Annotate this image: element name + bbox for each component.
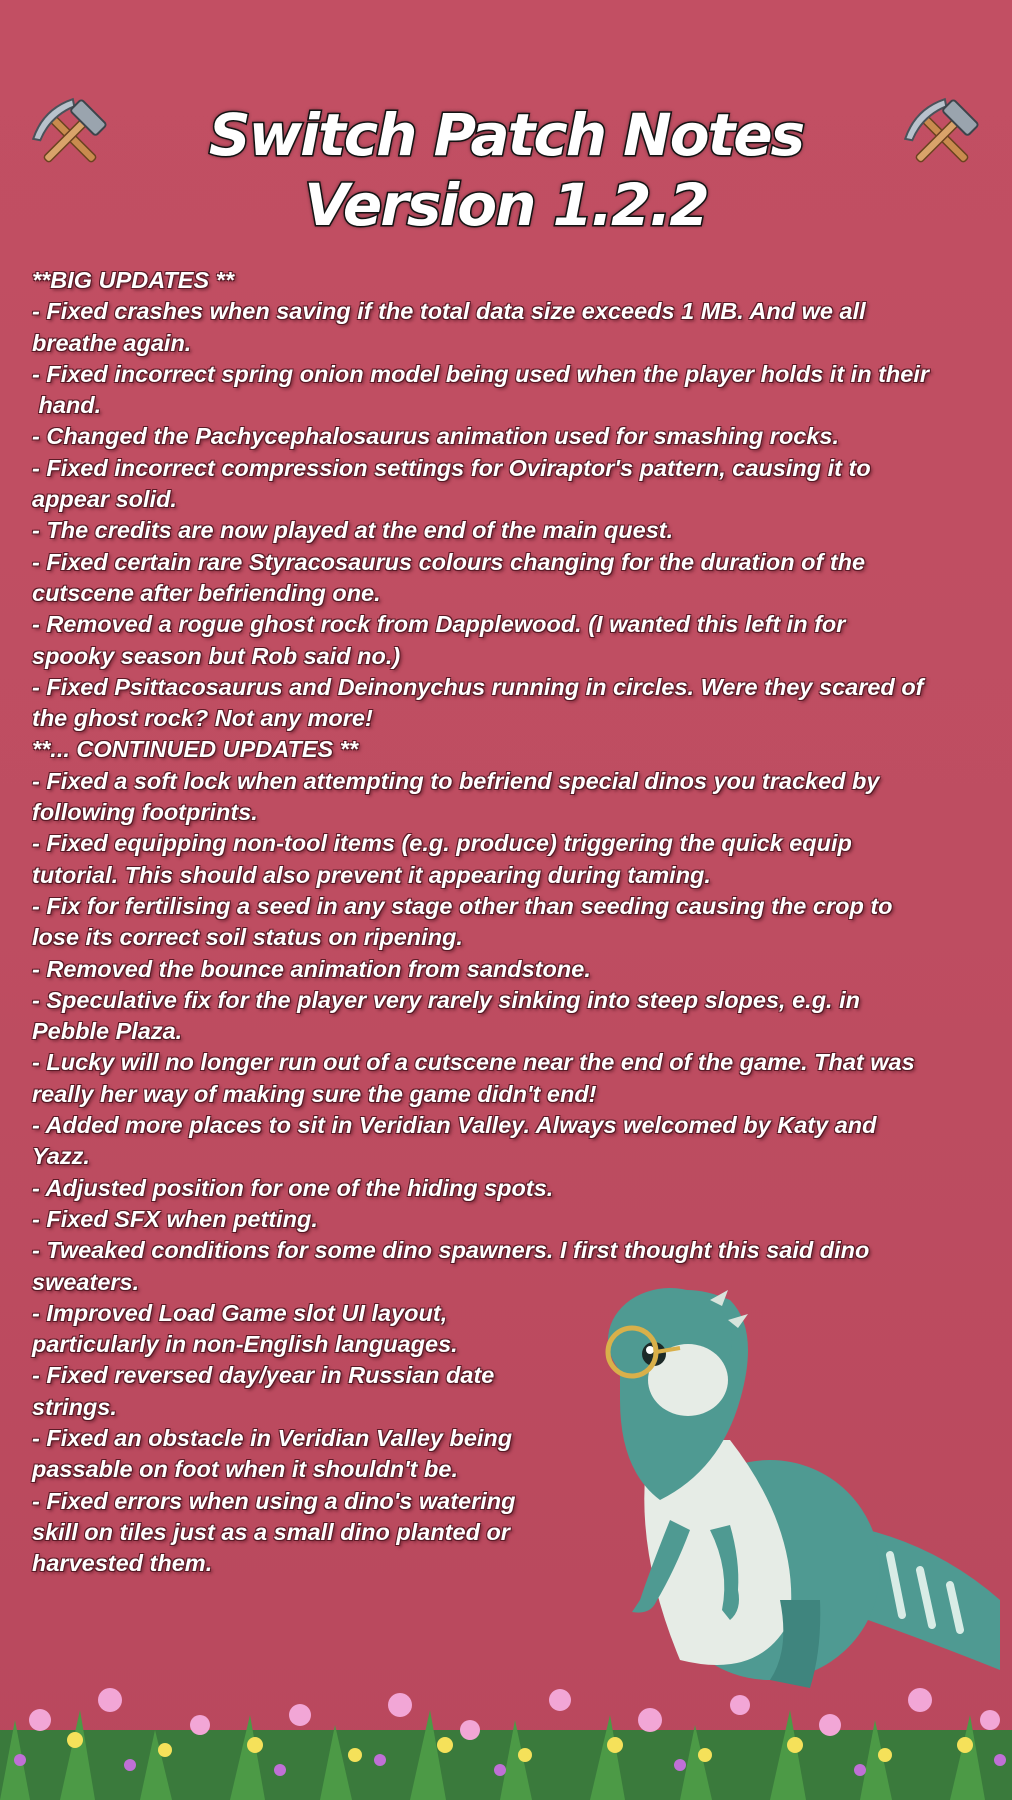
section-heading: **... CONTINUED UPDATES ** bbox=[32, 736, 358, 763]
note-line: Yazz. bbox=[32, 1143, 90, 1170]
dinosaur-illustration bbox=[560, 1270, 1000, 1690]
hammer-and-pick-icon bbox=[900, 94, 984, 178]
note-line: - Removed a rogue ghost rock from Dapplewood. (I wanted this left in for bbox=[32, 611, 846, 638]
note-line: harvested them. bbox=[32, 1550, 213, 1577]
note-line: breathe again. bbox=[32, 329, 192, 356]
note-line: Pebble Plaza. bbox=[32, 1018, 183, 1045]
note-line: strings. bbox=[32, 1393, 117, 1420]
note-line: - The credits are now played at the end of the main quest. bbox=[32, 517, 674, 544]
flower-border bbox=[0, 1660, 1012, 1800]
note-line: - Tweaked conditions for some dino spawners. I first thought this said dino bbox=[32, 1237, 870, 1264]
note-line: particularly in non-English languages. bbox=[32, 1331, 458, 1358]
note-line: skill on tiles just as a small dino planted or bbox=[32, 1518, 510, 1545]
note-line: - Fixed SFX when petting. bbox=[32, 1205, 318, 1232]
note-line: - Removed the bounce animation from sandstone. bbox=[32, 955, 591, 982]
note-line: - Fixed Psittacosaurus and Deinonychus running in circles. Were they scared of bbox=[32, 673, 924, 700]
note-line: - Speculative fix for the player very rarely sinking into steep slopes, e.g. in bbox=[32, 986, 860, 1013]
note-line: - Added more places to sit in Veridian Valley. Always welcomed by Katy and bbox=[32, 1112, 877, 1139]
note-line: cutscene after befriending one. bbox=[32, 579, 381, 606]
note-line: - Fixed equipping non-tool items (e.g. produce) triggering the quick equip bbox=[32, 830, 852, 857]
note-line: - Fixed reversed day/year in Russian date bbox=[32, 1362, 495, 1389]
note-line: lose its correct soil status on ripening. bbox=[32, 924, 463, 951]
note-line: - Fixed incorrect compression settings for Oviraptor's pattern, causing it to bbox=[32, 454, 871, 481]
note-line: - Fixed certain rare Styracosaurus colours changing for the duration of the bbox=[32, 548, 866, 575]
page-title: Switch Patch Notes Version 1.2.2 bbox=[208, 101, 804, 239]
note-line: really her way of making sure the game didn't end! bbox=[32, 1080, 597, 1107]
note-line: appear solid. bbox=[32, 486, 177, 513]
note-line: - Fixed an obstacle in Veridian Valley being bbox=[32, 1424, 513, 1451]
note-line: - Adjusted position for one of the hiding spots. bbox=[32, 1174, 554, 1201]
note-line: passable on foot when it shouldn't be. bbox=[32, 1456, 458, 1483]
note-line: - Lucky will no longer run out of a cutscene near the end of the game. That was bbox=[32, 1049, 915, 1076]
note-line: - Improved Load Game slot UI layout, bbox=[32, 1299, 448, 1326]
note-line: following footprints. bbox=[32, 799, 258, 826]
section-heading: **BIG UPDATES ** bbox=[32, 267, 234, 293]
note-line: - Fix for fertilising a seed in any stage other than seeding causing the crop to bbox=[32, 892, 893, 919]
note-line: - Changed the Pachycephalosaurus animation used for smashing rocks. bbox=[32, 423, 840, 450]
note-line: - Fixed a soft lock when attempting to befriend special dinos you tracked by bbox=[32, 767, 880, 794]
header bbox=[0, 88, 1012, 239]
note-line: the ghost rock? Not any more! bbox=[32, 705, 373, 732]
note-line: tutorial. This should also prevent it appearing during taming. bbox=[32, 861, 711, 888]
note-line: spooky season but Rob said no.) bbox=[32, 642, 401, 669]
hammer-and-pick-icon bbox=[28, 94, 112, 178]
note-line: - Fixed crashes when saving if the total data size exceeds 1 MB. And we all bbox=[32, 298, 866, 325]
note-line: sweaters. bbox=[32, 1268, 140, 1295]
note-line: - Fixed incorrect spring onion model being used when the player holds it in their bbox=[32, 360, 930, 387]
note-line: - Fixed errors when using a dino's watering bbox=[32, 1487, 516, 1514]
note-line: hand. bbox=[32, 392, 102, 419]
